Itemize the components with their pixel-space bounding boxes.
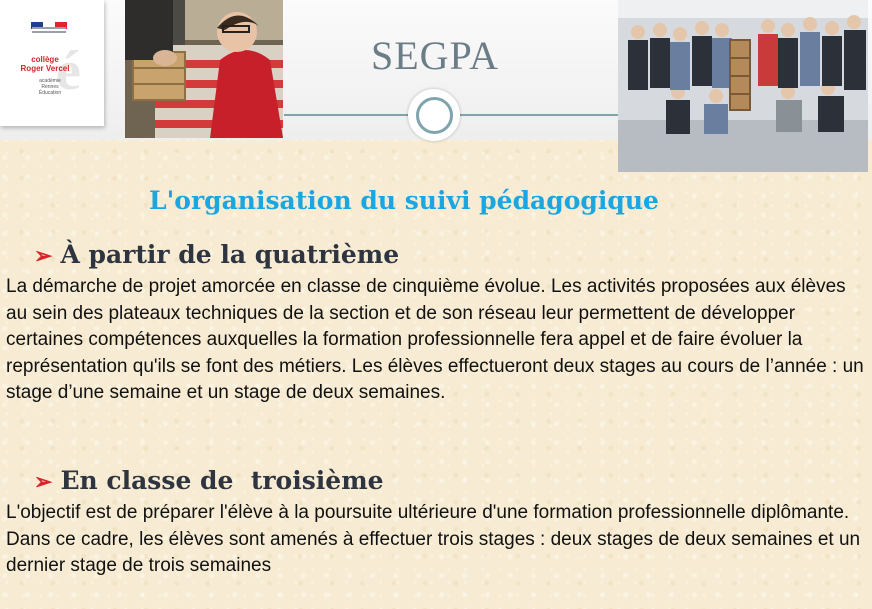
arrow-bullet-icon: ➢ (34, 469, 53, 495)
section-heading-quatrieme (34, 240, 399, 269)
section-subtitle: L'organisation du suivi pédagogique (149, 186, 659, 215)
page-title: SEGPA (370, 33, 500, 78)
arrow-bullet-icon: ➢ (34, 243, 53, 269)
section-paragraph-quatrieme: La démarche de projet amorcée en classe de cinquième évolue. Les activités proposées aux élèves au sein des plateaux techniques de la section et de son réseau leur permettent de développer certaines compétences auxquelles la formation professionnelle fera appel et de faire évoluer la représentation qu'ils se font des métiers. Les élèves effectueront deux stages au cours de l’année : un stage d’une semaine et un stage de deux semaines. (6, 276, 864, 403)
section-heading-troisieme (34, 466, 384, 495)
ring-ornament-inner (416, 97, 453, 134)
section-heading-text: En classe de troisième (60, 466, 384, 495)
academy-label (30, 78, 70, 96)
section-heading-text: À partir de la quatrième (60, 240, 400, 269)
workshop-photo (125, 0, 283, 138)
title-divider-right (460, 114, 618, 116)
college-name: collège Roger Vercel (20, 55, 70, 73)
republic-text-line (32, 27, 66, 29)
ring-ornament-icon (408, 89, 460, 141)
logo-e-mark-icon: é (56, 40, 81, 102)
section-paragraph-troisieme: L'objectif est de préparer l'élève à la poursuite ultérieure d'une formation professionnelle diplômante. Dans ce cadre, les élèves sont amenés à effectuer trois stages : deux stages de deux semaines et un dernier stage de trois semaines (6, 502, 861, 576)
education-label: Éducation (38, 90, 62, 96)
french-flag-icon (31, 16, 67, 23)
school-logo (0, 0, 104, 126)
title-divider-left (284, 114, 408, 116)
workshop-photo-illustration (125, 0, 283, 138)
republic-text-line (32, 31, 66, 33)
academy-name: académie Rennes (39, 78, 61, 90)
group-photo-illustration (618, 0, 868, 172)
group-photo (618, 0, 868, 172)
